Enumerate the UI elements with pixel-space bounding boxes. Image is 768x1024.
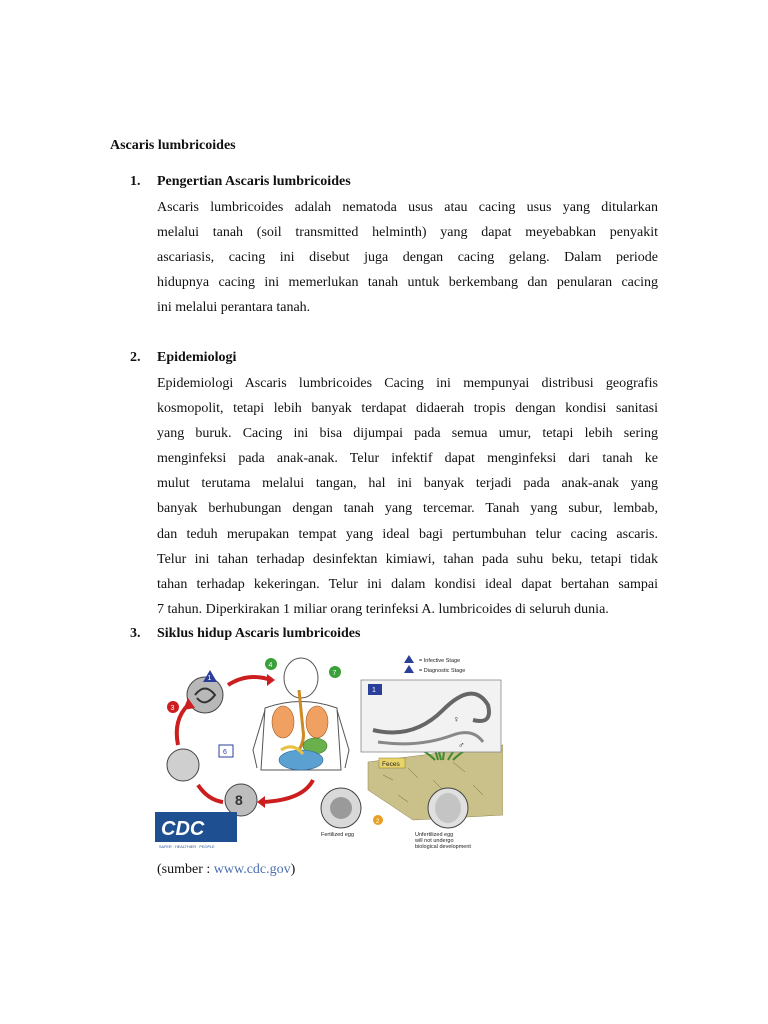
paragraph-line: kosmopolit, tetapi lebih banyak terdapat didaerah tropis dengan kondisi sanitasi [157,401,658,417]
lifecycle-figure [153,650,503,850]
paragraph-line: yang buruk. Cacing ini bisa dijumpai pada semua umur, tetapi lebih sering [157,426,658,442]
cdc-logo-text: CDC [161,818,205,840]
section-1-paragraph [157,195,658,320]
paragraph-line: ascariasis, cacing ini disebut juga dengan cacing gelang. Dalam periode [157,250,658,266]
legend-diagnostic-text: = Diagnostic Stage [419,668,466,674]
section-1-number: 1. [130,174,141,189]
section-1-heading [130,174,351,190]
lung-right [306,706,328,738]
step-label: 4 [268,662,273,669]
human-head [284,658,318,698]
unfertilized-egg-label-2: will not undergo [415,838,454,844]
paragraph-line: hidupnya cacing ini memerlukan tanah untuk berkembang dan penularan cacing [157,275,658,291]
unfertilized-egg-core [435,793,461,823]
step-label: 1 [372,687,376,694]
section-3-title: Siklus hidup Ascaris lumbricoides [157,626,361,641]
cdc-logo-tagline: SAFER · HEALTHIER · PEOPLE [159,845,215,849]
fertilized-egg-label: Fertilized egg [321,832,355,838]
paragraph-line: ini melalui perantara tanah. [157,300,311,316]
female-symbol: ♀ [453,714,460,724]
male-symbol: ♂ [458,740,465,750]
paragraph-line: Ascaris lumbricoides adalah nematoda usus atau cacing usus yang ditularkan [157,200,658,215]
caption-suffix: ) [290,862,296,877]
paragraph-line: banyak berhubungan dengan tanah yang tercemar. Tanah yang subur, lembab, [157,501,658,517]
paragraph-line: Epidemiologi Ascaris lumbricoides Cacing ini mempunyai distribusi geografis [157,376,658,391]
paragraph-line: dan teduh merupakan tempat yang ideal bagi pertumbuhan telur cacing ascaris. [157,526,658,542]
section-2-paragraph [157,371,658,622]
lung-left [272,706,294,738]
paragraph-line: menginfeksi pada anak-anak. Telur infektif dapat menginfeksi dari tanah ke [157,451,658,467]
paragraph-line: Telur ini tahan terhadap desinfektan kimiawi, tahan pada suhu beku, tetapi tidak [157,551,658,567]
section-1-title: Pengertian Ascaris lumbricoides [157,174,351,189]
egg-stage-digit: 8 [235,792,243,808]
step-label: 6 [223,749,227,756]
caption-prefix: (sumber : [157,862,214,877]
section-2-title: Epidemiologi [157,350,237,365]
unfertilized-egg-label-1: Unfertilized egg [415,832,454,838]
fertilized-egg-core [330,797,352,819]
step-label: 1 [207,675,212,682]
step-label: 3 [170,705,175,712]
section-3-heading [130,626,360,642]
section-3-number: 3. [130,626,141,641]
embryonated-egg [167,749,199,781]
paragraph-line: tahan terhadap kekeringan. Telur ini dalam kondisi ideal dapat bertahan sampai [157,576,658,592]
step-label: 2 [376,819,380,825]
step-label: 7 [332,670,337,677]
legend-infective-text: = Infective Stage [419,658,461,664]
section-2-heading [130,350,236,366]
paragraph-line: mulut terutama melalui tangan, hal ini banyak terjadi pada anak-anak yang [157,476,658,492]
section-2-number: 2. [130,350,141,365]
paragraph-line: 7 tahun. Diperkirakan 1 miliar orang terinfeksi A. lumbricoides di seluruh dunia. [157,601,609,617]
figure-caption [157,862,295,878]
source-link[interactable]: www.cdc.gov [213,862,291,877]
paragraph-line: melalui tanah (soil transmitted helminth) yang dapat meyebabkan penyakit [157,225,658,241]
feces-label: Feces [382,761,400,768]
document-title: Ascaris lumbricoides [110,138,236,153]
unfertilized-egg-label-3: biological development [415,844,471,850]
